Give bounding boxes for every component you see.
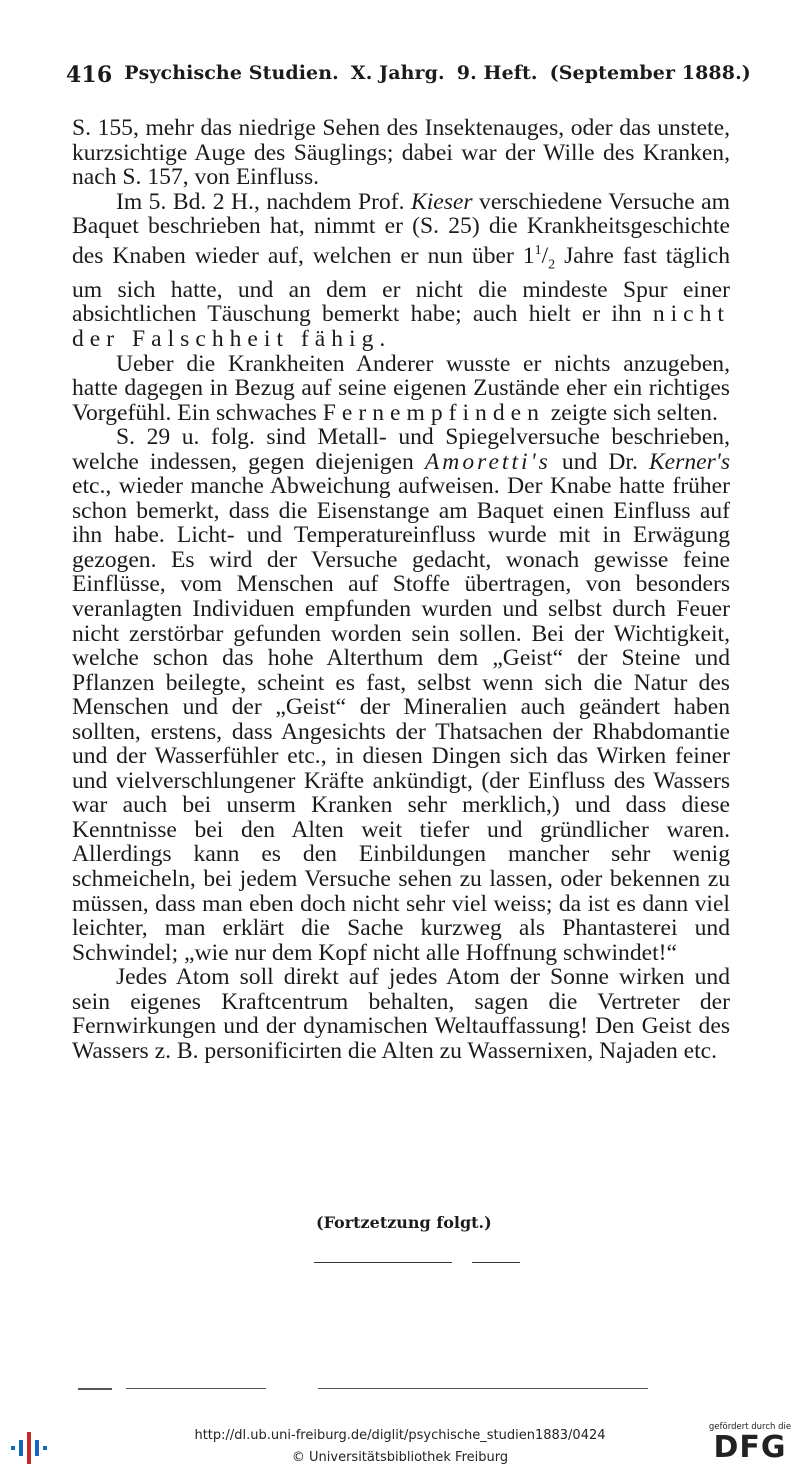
funding-note: gefördert durch die xyxy=(708,1422,792,1432)
volume: X. Jahrg. xyxy=(350,62,445,84)
paragraph-3 xyxy=(72,352,730,426)
copyright: © Universitätsbibliothek Freiburg xyxy=(291,1450,509,1465)
continuation-note: (Fortzetzung folgt.) xyxy=(316,1213,492,1232)
issue-date: (September 1888.) xyxy=(549,62,751,84)
text-run: Im 5. Bd. 2 H., nachdem Prof. xyxy=(116,188,411,215)
text-run: verschiedene Versuche am Baquet beschrieben hat, nimmt er (S. 25) die Krankheitsgeschichte des Knaben wieder auf, welchen er nun über 1 xyxy=(72,188,730,269)
running-header xyxy=(66,62,751,88)
source-url[interactable]: http://dl.ub.uni-freiburg.de/diglit/psychische_studien1883/0424 xyxy=(194,1428,606,1443)
scan-artifact xyxy=(126,1388,266,1389)
text-run: Jahre fast täglich um sich hatte, und an dem er nicht die mindeste Spur einer absichtlichen Täuschung bemerkt habe; auch hielt er ihn xyxy=(72,242,730,328)
fraction-denominator: 2 xyxy=(548,257,556,273)
author-name-kieser: Kieser xyxy=(410,188,473,215)
dfg-wordmark: DFG xyxy=(713,1430,787,1465)
fraction-numerator: 1 xyxy=(534,242,542,258)
author-name-kerner: Kerner's xyxy=(648,448,731,475)
footer xyxy=(0,1420,800,1472)
fraction-slash: / xyxy=(541,242,549,269)
journal-title: Psychische Studien. xyxy=(124,62,339,84)
author-name-amoretti: Amoretti's xyxy=(424,448,551,475)
paragraph-4 xyxy=(72,425,730,965)
text-run: und Dr. xyxy=(550,448,649,475)
end-rule-short xyxy=(472,1262,520,1263)
scan-artifact xyxy=(78,1388,112,1390)
emphasized-text: Fernempfinden xyxy=(322,399,545,426)
text-run: Ueber die Krankheiten Anderer wusste er nichts anzugeben, hatte dagegen in Bezug auf seine eigenen Zustände eher ein richtiges Vorgefühl. Ein schwaches xyxy=(72,350,730,426)
page-number: 416 xyxy=(66,62,113,88)
paragraph-1: S. 155, mehr das niedrige Sehen des Insektenauges, oder das unstete, kurzsichtige Auge des Säuglings; dabei war der Wille des Kranken, nach S. 157, von Einfluss. xyxy=(72,115,730,191)
dfg-logo xyxy=(705,1422,795,1464)
paragraph-2 xyxy=(72,190,730,352)
end-rule xyxy=(314,1262,452,1263)
scan-artifact xyxy=(318,1388,648,1389)
paragraph-5: Jedes Atom soll direkt auf jedes Atom der Sonne wirken und sein eigenes Kraftcentrum behalten, sagen die Vertreter der Fernwirkungen und der dynamischen Weltauffassung! Den Geist des Wassers z. B. personificirten die Alten zu Wassernixen, Najaden etc. xyxy=(72,964,730,1064)
body-text xyxy=(72,116,730,1063)
emphasized-text: nicht der Falschheit fähig. xyxy=(72,301,730,352)
text-run: S. 29 u. folg. sind Metall- und Spiegelversuche beschrieben, welche indessen, gegen diejenigen xyxy=(72,424,730,475)
text-run: etc., wieder manche Abweichung aufweisen. Der Knabe hatte früher schon bemerkt, dass die Eisenstange am Baquet einen Einfluss auf ihn habe. Licht- und Temperatureinfluss wurde mit in Erwägung gezogen. Es wird der Versuche gedacht, wonach gewisse feine Einflüsse, vom Menschen auf Stoffe übertragen, von besonders veranlagten Individuen empfunden wurden und selbst durch Feuer nicht zerstörbar gefunden worden sein sollen. Bei der Wichtigkeit, welche schon das hohe Alterthum dem „Geist“ der Steine und Pflanzen beilegte, scheint es fast, selbst wenn sich die Natur des Menschen und der „Geist“ der Mineralien auch geändert haben sollten, erstens, dass Angesichts der Thatsachen der Rhabdomantie und der Wasserfühler etc., in diesen Dingen sich das Wirken feiner und vielverschlungener Kräfte ankündigt, (der Einfluss des Wassers war auch bei unserm Kranken sehr merklich,) und dass diese Kenntnisse bei den Alten weit tiefer und gründlicher waren. Allerdings kann es den Einbildungen mancher sehr wenig schmeicheln, bei jedem Versuche sehen zu lassen, oder bekennen zu müssen, dass man eben doch nicht sehr viel weiss; da ist es dann viel leichter, man erklärt die Sache kurzweg als Phantasterei und Schwindel; „wie nur dem Kopf nicht alle Hoffnung schwindet!“ xyxy=(72,473,730,966)
issue: 9. Heft. xyxy=(456,62,538,84)
text-run: zeigte sich selten. xyxy=(544,399,718,426)
